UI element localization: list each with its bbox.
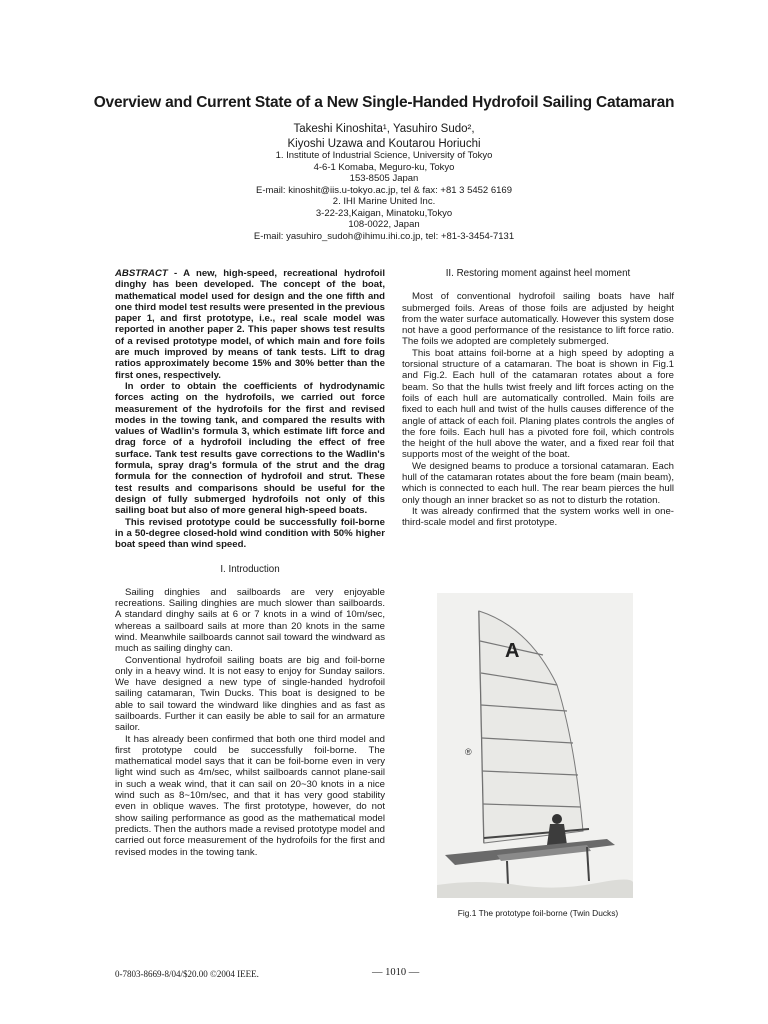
abstract	[115, 268, 385, 550]
affiliation-line: 3-22-23,Kaigan, Minatoku,Tokyo	[315, 207, 453, 219]
affiliation-line: 2. IHI Marine United Inc.	[332, 196, 436, 207]
paper-title: Overview and Current State of a New Single-Handed Hydrofoil Sailing Catamaran	[93, 94, 675, 111]
authors-line-2: Kiyoshi Uzawa and Koutarou Horiuchi	[287, 138, 481, 150]
affiliation-line: 4-6-1 Komaba, Meguro-ku, Tokyo	[313, 161, 455, 173]
sailboat-photo	[437, 593, 633, 898]
affiliation-line: 1. Institute of Industrial Science, University of Tokyo	[275, 150, 493, 161]
body-paragraph: It was already confirmed that the system works well in one-third-scale model and first prototype.	[402, 505, 674, 529]
authors-line-1: Takeshi Kinoshita¹, Yasuhiro Sudo²,	[293, 123, 475, 135]
abstract-label: ABSTRACT	[115, 268, 168, 279]
body-paragraph: We designed beams to produce a torsional catamaran. Each hull of the catamaran rotates about the fore beam (main beam), which is connected to each hull. The rear beam pierces the hull only though an inner bracket so as not to disturb the rotation.	[402, 460, 674, 506]
abstract-paragraph: - A new, high-speed, recreational hydrofoil dinghy has been developed. The concept of the boat, mathematical model used for design and the one fifth and one third model test results were presented in the previous paper 1, and first prototype, i.e., real scale model was reported in another paper 2. This paper shows test results of a revised prototype model, of which main and fore foils are much improved by means of tank tests. Lift to drag ratios approximately become 15% and 30% better than the first ones, respectively.	[115, 268, 385, 381]
affiliations	[0, 150, 768, 242]
section-heading: I. Introduction	[220, 564, 280, 576]
body-paragraph: This boat attains foil-borne at a high speed by adopting a torsional structure of a catamaran. The boat is shown in Fig.1 and Fig.2. Each hull of the catamaran rotates about a fore beam. So that the hulls twist freely and lift forces acting on the foils of each hull are automatically controlled. Main foils are fixed to each hull and twist of the hulls causes difference of the angle of attack of each foil. Planing plates controls the angles of the fore foils. Each hull has a pivoted fore foil, which controls the height of the hull above the water, and a fixed rear foil that supports most of the weight of the boat.	[402, 347, 674, 461]
page-number: — 1010 —	[372, 967, 420, 978]
introduction-section	[115, 564, 385, 857]
affiliation-email: E-mail: yasuhiro_sudoh@ihimu.ihi.co.jp, tel: +81-3-3454-7131	[253, 230, 515, 242]
affiliation-line: 108-0022, Japan	[348, 219, 420, 230]
body-paragraph: Sailing dinghies and sailboards are very enjoyable recreations. Sailing dinghies are much slower than sailboards. A standard dinghy sails at 6 or 7 knots in a wind of 10m/sec, whereas a sailboard sails at more than 20 knots in the same wind. Meanwhile sailboards cannot sail toward the windward as much as sailing dinghy can.	[115, 586, 385, 655]
author-list	[0, 122, 768, 152]
right-column	[402, 268, 674, 529]
figure-caption: Fig.1 The prototype foil-borne (Twin Ducks)	[457, 908, 619, 918]
body-paragraph: It has already been confirmed that both one third model and first prototype could be successfully foil-borne. The mathematical model says that it can be foil-borne even in very light wind such as 4m/sec, whilst sailboards cannot plane-sail in such a weak wind, that it can sail on 20~30 knots in a nice wind such as 8~10m/sec, and that it has very good stability even in oblique waves. The first prototype, however, do not show sailing performance as good as the mathematical model predicts. Then the authors made a revised prototype model and carried out force measurement of the hydrofoils for the first and revised modes in the towing tank.	[115, 733, 385, 858]
abstract-paragraph: In order to obtain the coefficients of hydrodynamic forces acting on the hydrofoils, we carried out force measurement of the hydrofoils for the first and revised modes in the towing tank, and compared the results with values of Wadlin's formula 3, which estimate lift force and drag force of a hydrofoil including the effect of free surface. Tank test results gave corrections to the Wadlin's formula, spray drag's formula of the strut and the drag formula for the connection of hydrofoil and strut. These test results and comparisons should be useful for the design of fully submerged hydrofoils not only of this sailing boat but also of more general high-speed boats.	[115, 380, 385, 517]
copyright-footer: 0-7803-8669-8/04/$20.00 ©2004 IEEE.	[115, 969, 259, 979]
body-paragraph: Conventional hydrofoil sailing boats are big and foil-borne only in a heavy wind. It is not easy to enjoy for Sunday sailors. We have designed a new type of single-handed hydrofoil sailing catamaran, Twin Ducks. This boat is designed to be able to sail toward the windward like dinghies and as fast as sailboards. Further it can easily be able to sail for an armature sailor.	[115, 654, 385, 734]
left-column	[115, 268, 385, 858]
sail-number-mark: ®	[465, 747, 472, 757]
body-paragraph: Most of conventional hydrofoil sailing boats have half submerged foils. Areas of those foils are adjusted by height from the water surface automatically. However this system dose not have a good performance of the resistance to lift force ratio. The foils we adopted are completely submerged.	[402, 291, 674, 348]
figure-photo	[437, 593, 633, 898]
affiliation-line: 153-8505 Japan	[349, 173, 419, 184]
sail-logo-mark: A	[505, 640, 520, 662]
abstract-paragraph: This revised prototype could be successfully foil-borne in a 50-degree closed-hold wind condition with 50% higher boat speed than wind speed.	[115, 516, 385, 551]
affiliation-email: E-mail: kinoshit@iis.u-tokyo.ac.jp, tel & fax: +81 3 5452 6169	[256, 184, 512, 196]
section-heading: II. Restoring moment against heel moment	[445, 268, 631, 279]
